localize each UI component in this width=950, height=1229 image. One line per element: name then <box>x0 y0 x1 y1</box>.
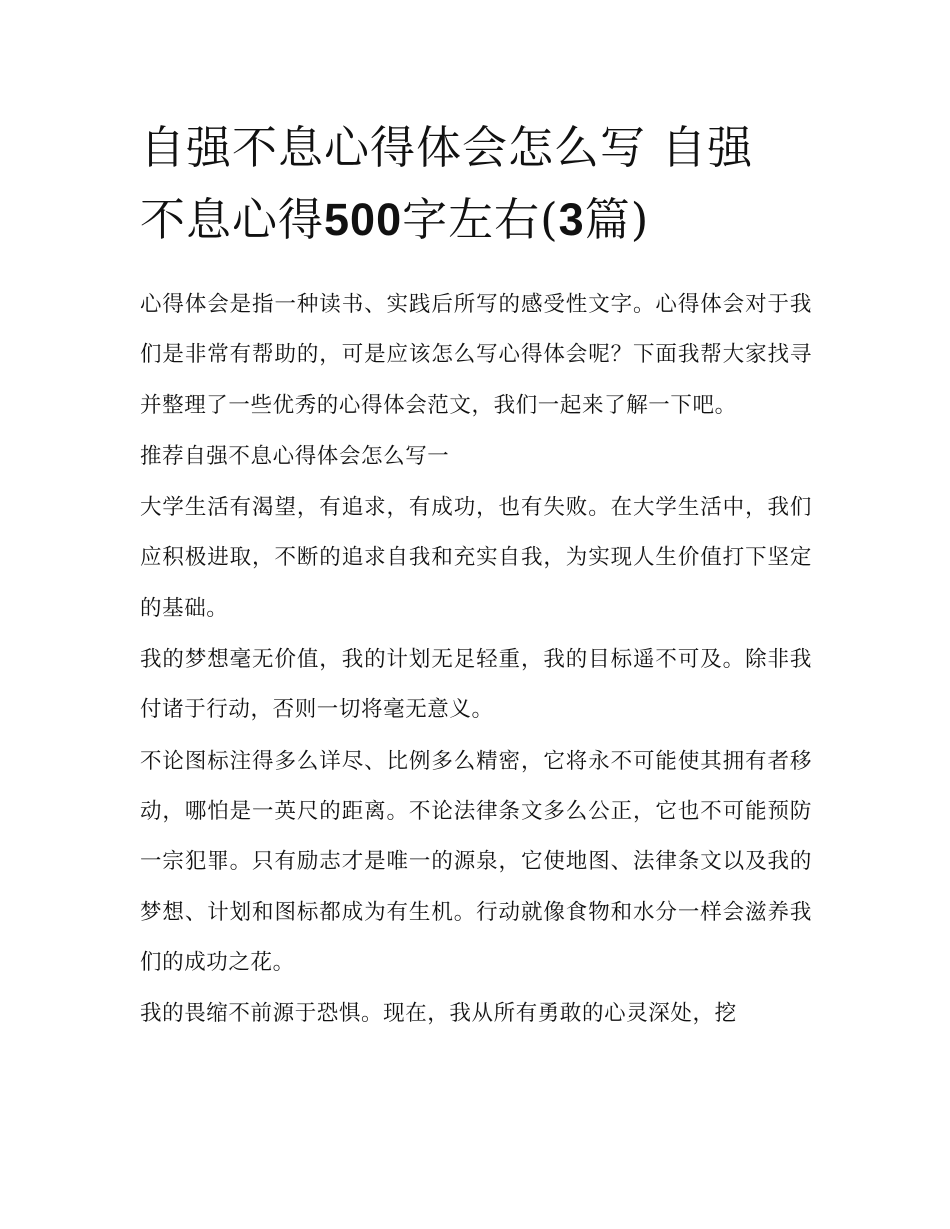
title-line-2-part-c: 篇) <box>584 193 650 246</box>
document-title <box>140 112 820 256</box>
title-number-3: 3 <box>558 194 585 245</box>
body-paragraph: 我的梦想毫无价值，我的计划无足轻重，我的目标遥不可及。除非我付诸于行动，否则一切将毫无意义。 <box>140 647 812 723</box>
title-number-500: 500 <box>324 194 403 245</box>
section-heading: 推荐自强不息心得体会怎么写一 <box>140 443 450 469</box>
body-paragraph: 大学生活有渴望，有追求，有成功，也有失败。在大学生活中，我们应积极进取，不断的追求自我和充实自我，为实现人生价值打下坚定的基础。 <box>140 495 812 621</box>
document-body <box>140 280 812 1040</box>
intro-paragraph: 心得体会是指一种读书、实践后所写的感受性文字。心得体会对于我们是非常有帮助的，可是应该怎么写心得体会呢？下面我帮大家找寻并整理了一些优秀的心得体会范文，我们一起来了解一下吧。 <box>140 292 812 418</box>
body-paragraph: 不论图标注得多么详尽、比例多么精密，它将永不可能使其拥有者移动，哪怕是一英尺的距离。不论法律条文多么公正，它也不可能预防一宗犯罪。只有励志才是唯一的源泉，它使地图、法律条文以及我的梦想、计划和图标都成为有生机。行动就像食物和水分一样会滋养我们的成功之花。 <box>140 748 812 975</box>
title-line-2-part-a: 不息心得 <box>140 193 325 246</box>
title-line-2-part-b: 字左右( <box>402 193 559 246</box>
title-line-1: 自强不息心得体会怎么写 自强 <box>140 121 754 174</box>
body-paragraph: 我的畏缩不前源于恐惧。现在，我从所有勇敢的心灵深处，挖 <box>140 1001 737 1027</box>
